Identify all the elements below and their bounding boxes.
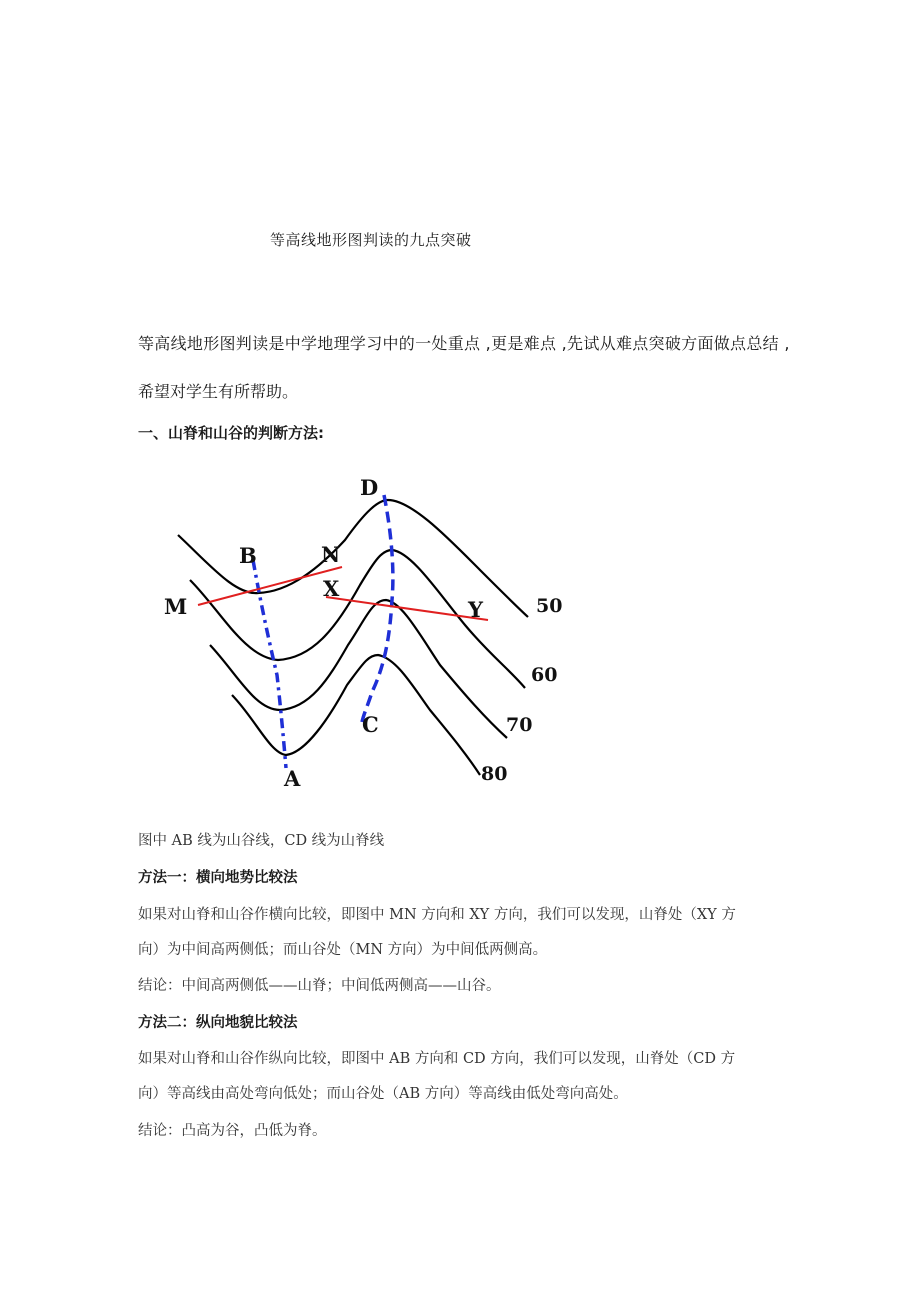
point-label-x: X (323, 576, 340, 601)
method-2-line-2: 向）等高线由高处弯向低处；而山谷处（AB 方向）等高线由低处弯向高处。 (138, 1086, 628, 1102)
method-1-line-1: 如果对山脊和山谷作横向比较，即图中 MN 方向和 XY 方向，我们可以发现，山脊处（XY 方 (138, 907, 736, 923)
section-1-heading: 一、山脊和山谷的判断方法: (138, 424, 324, 442)
method-2-heading: 方法二：纵向地貌比较法 (138, 1015, 298, 1031)
intro-paragraph-line-1: 等高线地形图判读是中学地理学习中的一处重点 ,更是难点 ,先试从难点突破方面做点总结 , (138, 334, 790, 353)
method-1-heading: 方法一：横向地势比较法 (138, 870, 298, 886)
figure-caption: 图中 AB 线为山谷线，CD 线为山脊线 (138, 833, 385, 849)
method-1-line-2: 向）为中间高两侧低；而山谷处（MN 方向）为中间低两侧高。 (138, 942, 548, 958)
cross-line-mn (198, 567, 342, 605)
conclusion-2: 结论：凸高为谷，凸低为脊。 (138, 1123, 327, 1139)
point-label-c: C (362, 712, 379, 737)
point-label-b: B (239, 543, 257, 568)
contour-label-80: 80 (481, 763, 508, 785)
method-2-line-1: 如果对山脊和山谷作纵向比较，即图中 AB 方向和 CD 方向，我们可以发现，山脊处（CD 方 (138, 1051, 736, 1067)
conclusion-1: 结论：中间高两侧低——山脊；中间低两侧高——山谷。 (138, 978, 501, 994)
contour-label-50: 50 (536, 595, 563, 617)
point-label-n: N (321, 542, 341, 567)
contour-map-figure (150, 470, 570, 800)
point-label-d: D (360, 475, 379, 500)
point-label-y: Y (468, 597, 483, 622)
point-label-m: M (164, 594, 188, 619)
contour-label-70: 70 (506, 714, 533, 736)
contour-label-60: 60 (531, 664, 558, 686)
ridge-line-cd (362, 495, 393, 722)
point-label-a: A (284, 766, 301, 791)
intro-paragraph-line-2: 希望对学生有所帮助。 (138, 382, 299, 401)
contour-line-80 (232, 655, 480, 775)
document-title: 等高线地形图判读的九点突破 (270, 231, 472, 249)
